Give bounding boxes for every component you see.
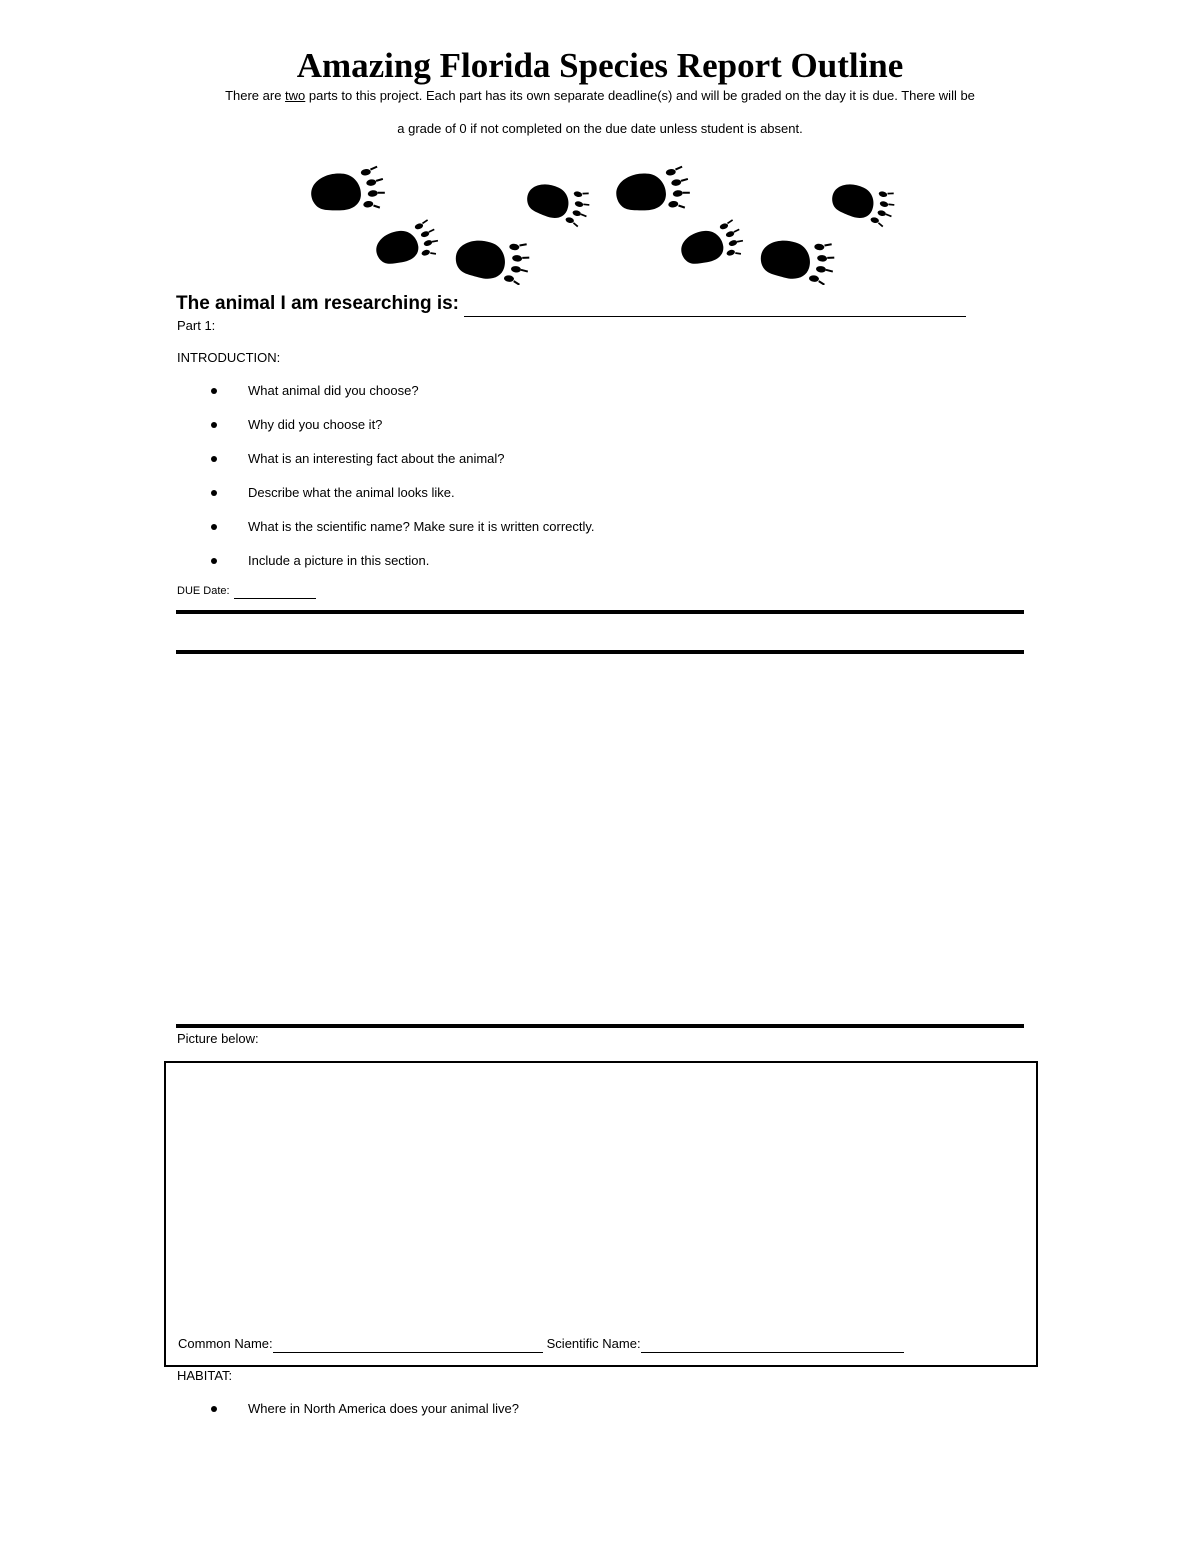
bullet-text: Include a picture in this section. bbox=[248, 553, 430, 568]
bullet-icon bbox=[211, 558, 217, 564]
intro-text-start: There are bbox=[225, 88, 286, 103]
document-title: Amazing Florida Species Report Outline bbox=[296, 46, 904, 85]
scientific-name-blank[interactable] bbox=[641, 1338, 904, 1353]
intro-line-1 bbox=[0, 87, 1200, 105]
bullet-text: Why did you choose it? bbox=[248, 417, 383, 432]
picture-label: Picture below: bbox=[177, 1031, 259, 1046]
list-item bbox=[208, 552, 595, 586]
intro-text-end: parts to this project. Each part has its own separate deadline(s) and will be graded on the day it is due. There will be bbox=[305, 88, 975, 103]
bullet-icon bbox=[211, 422, 217, 428]
paw-print-icon bbox=[759, 237, 836, 285]
paw-print-icon bbox=[523, 179, 592, 228]
divider bbox=[176, 610, 1024, 614]
paw-print-icon bbox=[372, 219, 442, 271]
bullet-icon bbox=[211, 456, 217, 462]
habitat-bullet-list bbox=[208, 1400, 519, 1434]
animal-name-blank[interactable] bbox=[464, 295, 966, 317]
list-item bbox=[208, 416, 595, 450]
paw-print-icon bbox=[677, 219, 747, 271]
list-item bbox=[208, 484, 595, 518]
intro-underlined-word: two bbox=[285, 88, 306, 103]
bullet-text: What is the scientific name? Make sure it is written correctly. bbox=[248, 519, 595, 534]
names-line bbox=[178, 1335, 904, 1353]
scientific-name-label: Scientific Name: bbox=[546, 1336, 641, 1351]
bullet-icon bbox=[211, 1406, 217, 1412]
introduction-heading: INTRODUCTION: bbox=[177, 350, 281, 365]
divider bbox=[176, 1024, 1024, 1028]
paw-print-icon bbox=[309, 166, 387, 217]
common-name-label: Common Name: bbox=[178, 1336, 273, 1351]
paw-prints-decoration bbox=[290, 160, 910, 285]
common-name-blank[interactable] bbox=[273, 1338, 543, 1353]
due-date-label: DUE Date: bbox=[177, 585, 230, 597]
bullet-icon bbox=[211, 490, 217, 496]
picture-box[interactable] bbox=[164, 1061, 1038, 1367]
bullet-text: What is an interesting fact about the animal? bbox=[248, 451, 505, 466]
list-item bbox=[208, 518, 595, 552]
bullet-icon bbox=[211, 388, 217, 394]
bullet-text: Where in North America does your animal live? bbox=[248, 1401, 519, 1416]
paw-print-icon bbox=[454, 237, 531, 285]
animal-prompt: The animal I am researching is: bbox=[176, 293, 459, 314]
due-date-blank[interactable] bbox=[234, 586, 316, 599]
list-item bbox=[208, 450, 595, 484]
list-item bbox=[208, 382, 595, 416]
paw-print-icon bbox=[614, 166, 692, 217]
habitat-heading: HABITAT: bbox=[177, 1368, 233, 1383]
animal-prompt-line bbox=[176, 291, 966, 317]
bullet-text: What animal did you choose? bbox=[248, 383, 419, 398]
due-date-line bbox=[177, 583, 316, 599]
part-1-label: Part 1: bbox=[177, 318, 216, 333]
list-item bbox=[208, 1400, 519, 1434]
bullet-text: Describe what the animal looks like. bbox=[248, 485, 455, 500]
paw-print-icon bbox=[828, 179, 897, 228]
intro-line-2: a grade of 0 if not completed on the due date unless student is absent. bbox=[397, 121, 803, 136]
introduction-bullet-list bbox=[208, 382, 595, 586]
bullet-icon bbox=[211, 524, 217, 530]
divider bbox=[176, 650, 1024, 654]
